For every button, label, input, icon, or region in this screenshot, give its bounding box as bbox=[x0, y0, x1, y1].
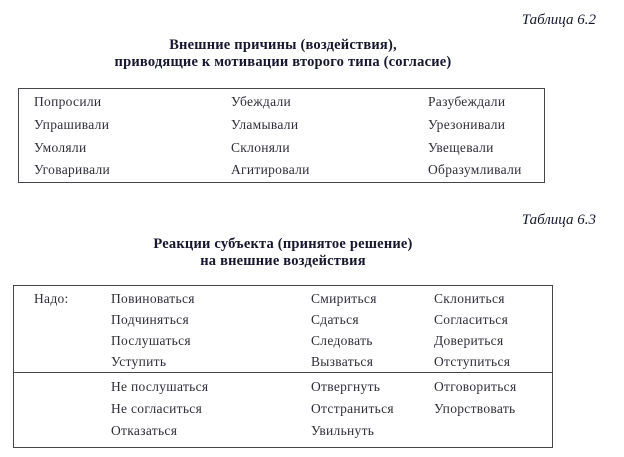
table-6-3-title-line2: на внешние воздействия bbox=[200, 252, 366, 269]
table-cell: Отговориться bbox=[434, 379, 517, 395]
table-cell: Образумливали bbox=[428, 162, 522, 178]
table-cell: Урезонивали bbox=[428, 117, 506, 133]
table-cell: Склоняли bbox=[231, 139, 290, 155]
table-cell: Увильнуть bbox=[311, 423, 375, 439]
table-cell: Разубеждали bbox=[428, 94, 506, 110]
table-cell: Отстраниться bbox=[311, 401, 394, 417]
table-row bbox=[14, 331, 552, 352]
table-6-3-title bbox=[0, 236, 566, 269]
table-cell: Отступиться bbox=[434, 353, 511, 369]
table-cell: Уговаривали bbox=[34, 162, 111, 178]
table-row bbox=[14, 310, 552, 331]
table-cell: Сдаться bbox=[311, 312, 359, 328]
table-cell: Подчиняться bbox=[111, 312, 189, 328]
table-cell: Попросили bbox=[34, 94, 102, 110]
table-row bbox=[14, 398, 552, 420]
table-cell: Отказаться bbox=[111, 423, 178, 439]
table-cell: Согласиться bbox=[434, 312, 509, 328]
table-row bbox=[14, 289, 552, 310]
table-cell: Повиноваться bbox=[111, 291, 195, 307]
table-6-2-title-line2: приводящие к мотивации второго типа (согласие) bbox=[114, 53, 452, 70]
table-cell: Агитировали bbox=[231, 162, 310, 178]
table-cell: Вызваться bbox=[311, 353, 374, 369]
table-6-2-title bbox=[0, 37, 566, 70]
table-cell: Умоляли bbox=[34, 139, 87, 155]
table-cell: Отвергнуть bbox=[311, 379, 381, 395]
table-6-2-caption: Таблица 6.2 bbox=[521, 12, 596, 28]
table-cell: Смириться bbox=[311, 291, 377, 307]
table-6-3-title-line1: Реакции субъекта (принятое решение) bbox=[153, 236, 413, 252]
table-cell: Уламывали bbox=[231, 117, 299, 133]
table-6-3-caption: Таблица 6.3 bbox=[521, 212, 596, 228]
table-6-3 bbox=[13, 285, 553, 448]
table-6-3-group-refuse bbox=[14, 372, 552, 442]
table-row bbox=[19, 159, 544, 182]
table-cell: Послушаться bbox=[111, 332, 191, 348]
table-cell: Не послушаться bbox=[111, 379, 209, 395]
table-6-2-title-line1: Внешние причины (воздействия), bbox=[169, 37, 397, 53]
row-label: Надо: bbox=[34, 291, 69, 307]
table-cell: Не согласиться bbox=[111, 401, 203, 417]
table-cell: Уступить bbox=[111, 353, 167, 369]
table-cell: Склониться bbox=[434, 291, 505, 307]
table-cell: Увещевали bbox=[428, 139, 494, 155]
table-cell: Упрашивали bbox=[34, 117, 110, 133]
table-6-2 bbox=[18, 88, 545, 183]
table-row bbox=[14, 351, 552, 372]
table-row bbox=[14, 420, 552, 442]
table-cell: Упорствовать bbox=[434, 401, 516, 417]
table-cell: Довериться bbox=[434, 332, 504, 348]
table-row bbox=[14, 376, 552, 398]
table-row bbox=[19, 136, 544, 159]
table-6-3-group-comply bbox=[14, 286, 552, 372]
table-row bbox=[19, 114, 544, 137]
table-cell: Следовать bbox=[311, 332, 373, 348]
table-row bbox=[19, 91, 544, 114]
table-cell: Убеждали bbox=[231, 94, 292, 110]
